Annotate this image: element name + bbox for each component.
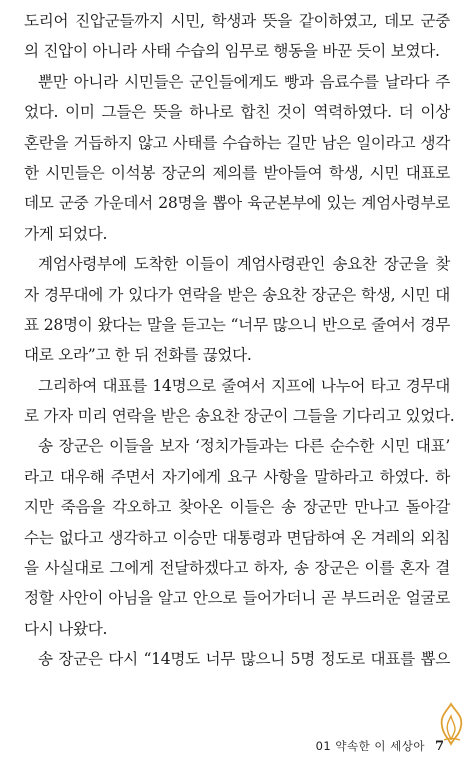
text-line: 로 가자 미리 연락을 받은 송요찬 장군이 그들을 기다리고 있었다. bbox=[24, 407, 455, 426]
text-line: 도리어 진압군들까지 시민, 학생과 뜻을 같이하였고, 데모 군중 bbox=[24, 12, 450, 30]
text-line: 의 진압이 아니라 사태 수습의 임무로 행동을 바꾼 듯이 보였다. bbox=[24, 42, 440, 61]
text-line: 지만 죽음을 각오하고 찾아온 이들은 송 장군만 만나고 돌아갈 bbox=[24, 498, 450, 517]
text-line: 그리하여 대표를 14명으로 줄여서 지프에 나누어 타고 경무대 bbox=[38, 376, 450, 395]
text-line: 을 사실대로 그에게 전달하겠다고 하자, 송 장군은 이를 혼자 결 bbox=[24, 559, 450, 578]
page-footer bbox=[316, 734, 444, 758]
chapter-label: 01 약속한 이 세상아 bbox=[315, 739, 425, 753]
text-line: 뿐만 아니라 시민들은 군인들에게도 빵과 음료수를 날라다 주 bbox=[38, 72, 450, 91]
text-line: 었다. 이미 그들은 뜻을 하나로 합친 것이 역력하였다. 더 이상 bbox=[24, 103, 450, 122]
flame-ornament-icon bbox=[436, 702, 466, 746]
text-line: 혼란을 거듭하지 않고 사태를 수습하는 길만 남은 일이라고 생각 bbox=[24, 133, 450, 152]
text-line: 한 시민들은 이석봉 장군의 제의를 받아들여 학생, 시민 대표로 bbox=[24, 163, 450, 182]
text-line: 가게 되었다. bbox=[24, 224, 108, 243]
text-line: 송 장군은 이들을 보자 ‘정치가들과는 다른 순수한 시민 대표’ bbox=[38, 437, 450, 456]
text-line: 송 장군은 다시 “14명도 너무 많으니 5명 정도로 대표를 뽑으 bbox=[38, 650, 450, 669]
text-line: 대로 오라”고 한 뒤 전화를 끊었다. bbox=[24, 346, 252, 365]
text-line: 계엄사령부에 도착한 이들이 계엄사령관인 송요찬 장군을 찾 bbox=[38, 255, 450, 274]
body-text bbox=[24, 6, 455, 675]
text-line: 정할 사안이 아님을 알고 안으로 들어가더니 곧 부드러운 얼굴로 bbox=[24, 589, 450, 608]
text-line: 자 경무대에 가 있다가 연락을 받은 송요찬 장군은 학생, 시민 대 bbox=[24, 285, 450, 304]
text-line: 라고 대우해 주면서 자기에게 요구 사항을 말하라고 하였다. 하 bbox=[24, 467, 450, 486]
page-number: 7 bbox=[434, 738, 444, 754]
text-line: 수는 없다고 생각하고 이승만 대통령과 면담하여 온 겨레의 외침 bbox=[24, 528, 450, 547]
text-line: 데모 군중 가운데서 28명을 뽑아 육군본부에 있는 계엄사령부로 bbox=[24, 194, 450, 213]
text-line: 표 28명이 왔다는 말을 듣고는 “너무 많으니 반으로 줄여서 경무 bbox=[24, 315, 450, 334]
text-line: 다시 나왔다. bbox=[24, 619, 108, 638]
